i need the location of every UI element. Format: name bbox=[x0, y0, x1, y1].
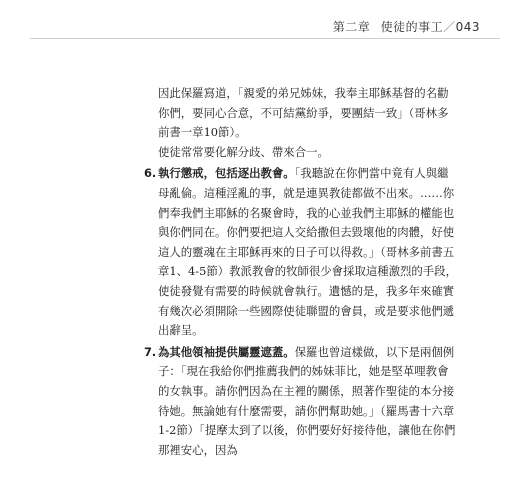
list-item-7 bbox=[144, 343, 458, 461]
intro-text-1: 因此保羅寫道，「親愛的弟兄姊妹，我奉主耶穌基督的名勸你們，要同心合意，不可結黨紛爭，要團結一致」（哥林多前書一章10節）。 bbox=[158, 86, 449, 140]
page-body bbox=[144, 84, 458, 460]
list-body: 「我聽說在你們當中竟有人與繼母亂倫。這種淫亂的事，就是連異教徒都做不出來。……你們奉我們主耶穌的名聚會時，我的心並我們主耶穌的權能也與你們同在。你們要把這人交給撒但去毀壞他的肉體，好使這人的靈魂在主耶穌再來的日子可以得救。」（哥林多前書五章1、4-5節）教派教會的牧師很少會採取這種激烈的手段，使徒發覺有需要的時候就會執行。遺憾的是，我多年來確實有幾次必須開除一些國際使徒聯盟的會員，或是要求他們遞出辭呈。 bbox=[158, 166, 457, 338]
chapter-label: 第二章 bbox=[332, 20, 371, 34]
list-body: 保羅也曾這樣做，以下是兩個例子：「現在我給你們推薦我們的姊妹菲比，她是堅革哩教會的女執事。請你們因為在主裡的關係，照著作聖徒的本分接待她。無論她有什麼需要，請你們幫助她。」（羅馬書十六章1-2節）「提摩太到了以後，你們要好好接待他，讓他在你們那裡安心，因為 bbox=[158, 344, 456, 457]
list-item-6 bbox=[144, 164, 458, 340]
page-header: 第二章 使徒的事工／043 bbox=[332, 20, 480, 34]
list-number: 6. bbox=[144, 166, 157, 181]
chapter-title: 使徒的事工 bbox=[380, 20, 444, 34]
list-heading: 執行懲戒，包括逐出教會。 bbox=[158, 166, 295, 181]
page-number: 043 bbox=[455, 20, 480, 34]
intro-paragraph bbox=[158, 84, 458, 162]
list-heading: 為其他領袖提供屬靈遮蓋。 bbox=[158, 344, 295, 359]
header-rule bbox=[30, 38, 500, 39]
list-number: 7. bbox=[144, 344, 157, 359]
intro-text-2: 使徒常常要化解分歧、帶來合一。 bbox=[158, 144, 329, 159]
